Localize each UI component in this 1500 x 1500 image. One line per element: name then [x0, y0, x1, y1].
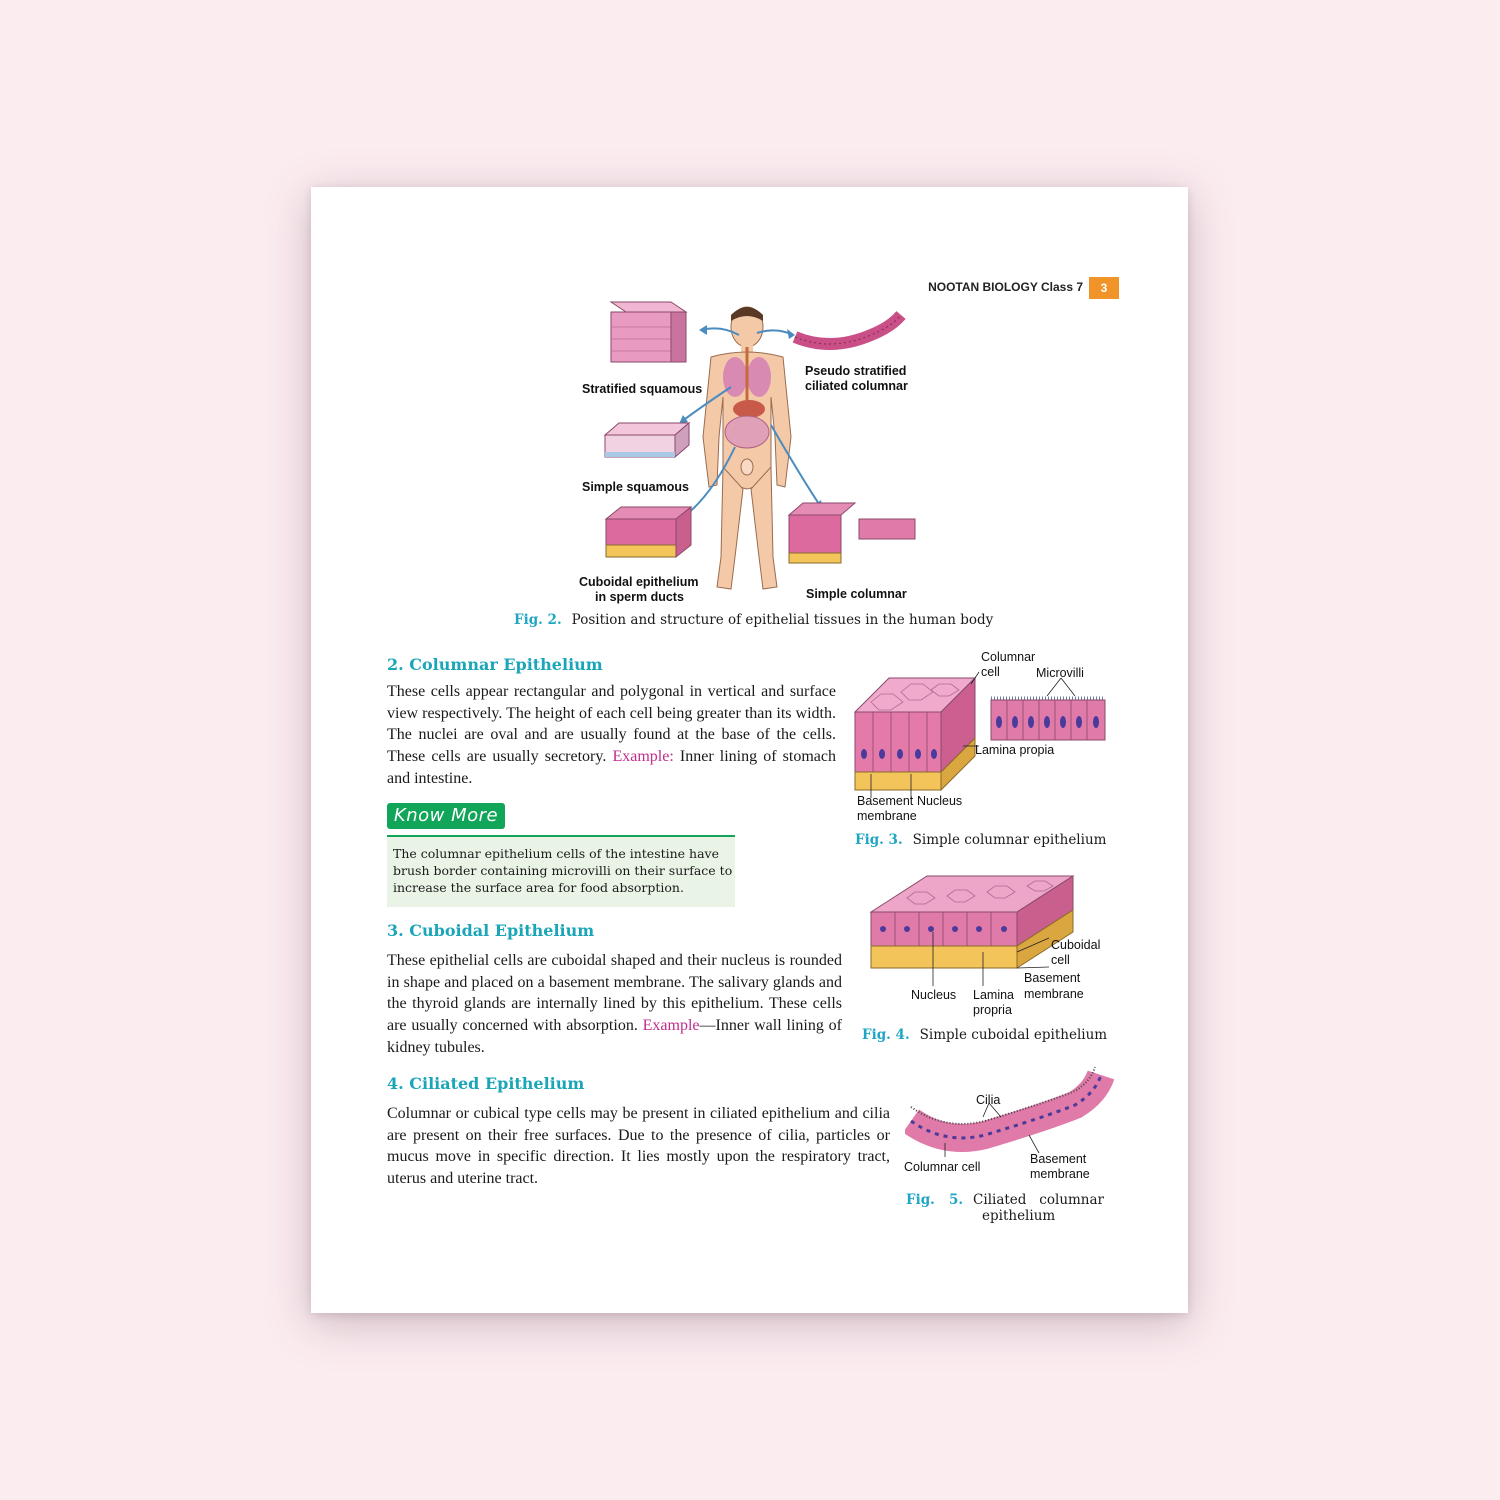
fig4-label-cell: cell [1051, 953, 1070, 967]
human-body-figure [703, 307, 791, 589]
know-more-badge: Know More [387, 803, 505, 829]
cuboidal-sperm-duct-block [606, 507, 691, 557]
cuboidal-text: These epithelial cells are cuboidal shaped and their nucleus is rounded in shape and placed on a basement membrane. The salivary glands and the thyroid glands are internally lined by this epithelium. These cells are usually concerned with absorption. [387, 952, 842, 1035]
fig4-label-lamina: Lamina [973, 988, 1014, 1002]
fig2-caption-text: Position and structure of epithelial tissues in the human body [571, 612, 994, 628]
stratified-squamous-block [611, 302, 686, 362]
fig3-label-lamina-propia: Lamina propia [975, 743, 1055, 757]
label-stratified-squamous: Stratified squamous [582, 382, 703, 396]
fig3-label-nucleus: Nucleus [917, 794, 963, 808]
fig5-caption-line2: epithelium [982, 1208, 1056, 1224]
fig5-number: Fig. 5. [906, 1192, 964, 1208]
fig4-label-propria: propria [973, 1003, 1012, 1017]
fig5-caption-text-1: Ciliated columnar [973, 1192, 1105, 1208]
fig3-label-basement: Basement [857, 794, 914, 808]
label-simple-squamous: Simple squamous [582, 480, 689, 494]
fig3-caption-text: Simple columnar epithelium [912, 832, 1107, 848]
fig3-number: Fig. 3. [855, 832, 903, 848]
section-title-ciliated: 4. Ciliated Epithelium [387, 1074, 585, 1093]
columnar-paragraph [387, 681, 836, 790]
simple-squamous-block [605, 423, 689, 457]
fig4-label-membrane: membrane [1024, 987, 1084, 1001]
fig5-label-membrane: membrane [1030, 1167, 1090, 1181]
label-sperm-ducts: in sperm ducts [595, 590, 684, 604]
fig5-label-columnar-cell: Columnar cell [904, 1160, 981, 1174]
fig3-label-columnar: Columnar [981, 650, 1036, 664]
textbook-page [311, 187, 1188, 1313]
columnar-example-label: Example: [612, 748, 674, 766]
fig5-label-cilia: Cilia [976, 1093, 1001, 1107]
section-title-columnar: 2. Columnar Epithelium [387, 655, 603, 674]
fig4-number: Fig. 4. [862, 1027, 910, 1043]
fig4-label-basement: Basement [1024, 971, 1081, 985]
fig3-illustration [851, 662, 1111, 802]
label-pseudo-stratified: Pseudo stratified [805, 364, 907, 378]
ciliated-paragraph: Columnar or cubical type cells may be present in ciliated epithelium and cilia are present on their free surfaces. Due to the presence of cilia, particles or mucus move in specific direction. It lies mostly upon the respiratory tract, uterus and uterine tract. [387, 1105, 890, 1188]
know-more-box: The columnar epithelium cells of the intestine have brush border containing microvilli on their surface to increase the surface area for food absorption. [387, 835, 735, 907]
fig4-caption-text: Simple cuboidal epithelium [919, 1027, 1108, 1043]
columnar-text: These cells appear rectangular and polygonal in vertical and surface view respectively. The height of each cell being greater than its width. The nuclei are oval and are usually found at the base of the cells. These cells are usually secretory. [387, 683, 836, 766]
fig5-label-basement: Basement [1030, 1152, 1087, 1166]
section-title-cuboidal: 3. Cuboidal Epithelium [387, 921, 595, 940]
pseudo-stratified-strip [795, 315, 901, 344]
simple-columnar-block [789, 503, 915, 563]
cuboidal-example-text: —Inner wall lining of kidney tubules. [387, 1017, 843, 1056]
columnar-example-text: Inner lining of stomach and intestine. [387, 748, 837, 787]
page-number-badge: 3 [1089, 277, 1119, 299]
fig2-number: Fig. 2. [514, 612, 562, 628]
fig3-label-cell: cell [981, 665, 1000, 679]
fig3-label-microvilli: Microvilli [1036, 666, 1084, 680]
running-header [919, 277, 1119, 299]
fig2-caption [514, 612, 993, 628]
fig4-caption [862, 1027, 1107, 1043]
fig5-caption [906, 1192, 1104, 1208]
fig4-label-cuboidal: Cuboidal [1051, 938, 1101, 952]
fig4-label-nucleus: Nucleus [911, 988, 957, 1002]
book-title: NOOTAN BIOLOGY Class 7 [928, 280, 1083, 294]
fig2-illustration [571, 297, 931, 607]
cuboidal-example-label: Example [642, 1017, 700, 1035]
label-simple-columnar: Simple columnar [806, 587, 907, 601]
fig3-caption [855, 832, 1106, 848]
label-cuboidal-epithelium: Cuboidal epithelium [579, 575, 699, 589]
fig3-label-membrane: membrane [857, 809, 917, 823]
label-ciliated-columnar: ciliated columnar [805, 379, 908, 393]
cuboidal-paragraph [387, 950, 842, 1059]
